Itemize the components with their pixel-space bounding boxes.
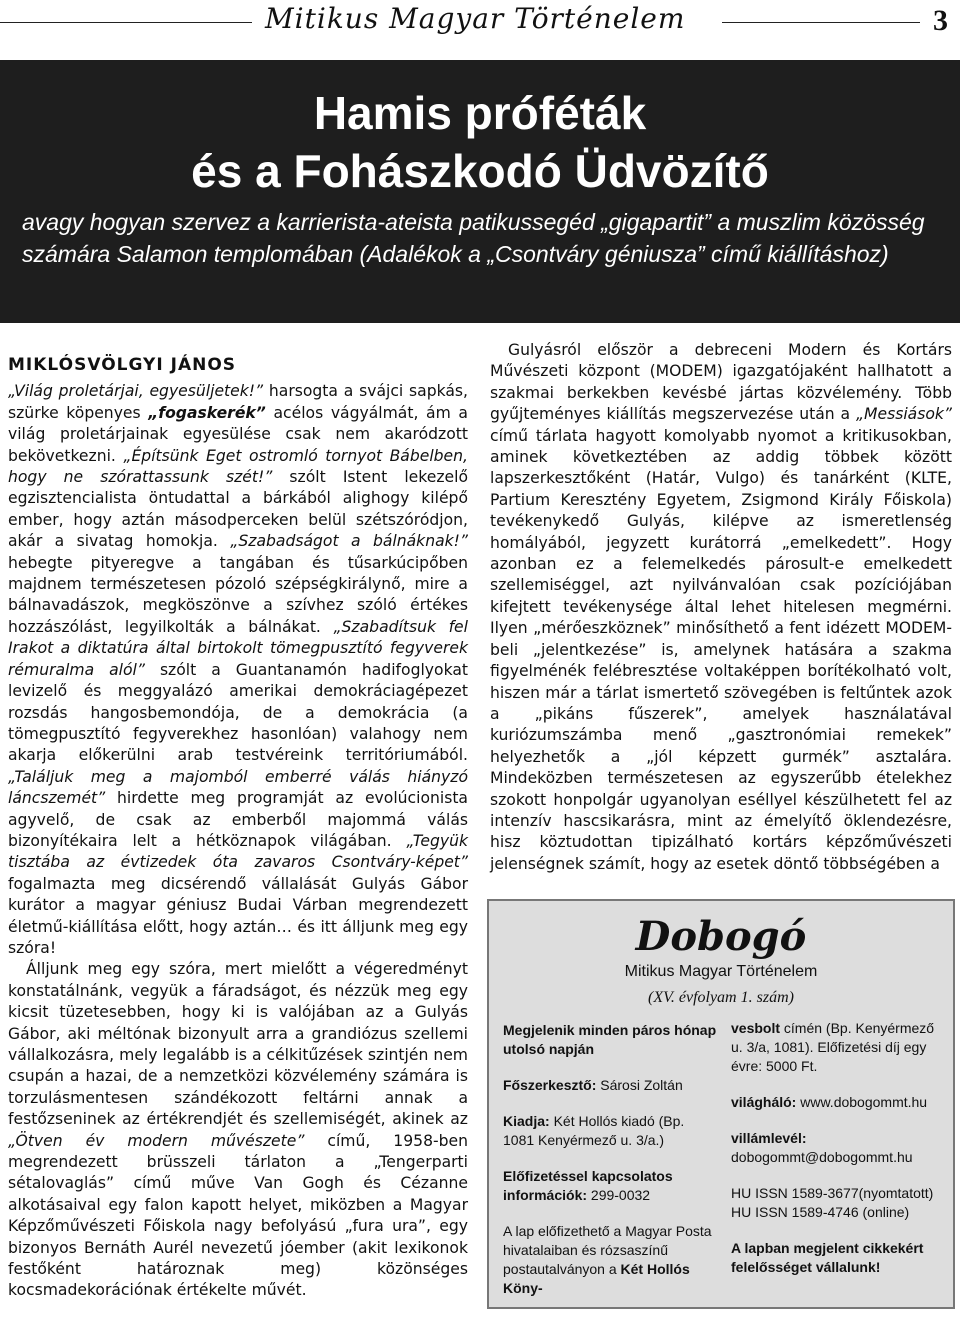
quote: „Világ proletárjai, egyesüljetek!” — [8, 382, 264, 401]
article-title — [0, 84, 960, 200]
author-name: MIKLÓSVÖLGYI JÁNOS — [8, 355, 237, 375]
page-number: 3 — [933, 4, 948, 37]
issn-online: HU ISSN 1589-4746 (online) — [731, 1204, 910, 1220]
header-rule-right — [722, 22, 920, 23]
post-line — [503, 1222, 717, 1298]
publisher-value: Két Hollós kiadó (Bp. 1081 Kenyérmező u. 3/a.) — [503, 1113, 685, 1148]
subscription-value: 299-0032 — [587, 1187, 651, 1203]
text: hirdette meg programját az evolúcionista agyvelő, de csak az emberből majommá válás bizonyítékaira lelt a hétköznapok világában. — [8, 789, 468, 850]
text: Gulyásról először a debreceni Modern és Kortárs Művészeti központ (MODEM) igazgatójaként hallhatott a szakmai berkekben kevésbé jártas közvélemény. Több gyűjteményes kiállítás megszervezése után a — [490, 341, 952, 424]
text: című tárlata hagyott komolyabb nyomot a kritikusokban, aminek következtében az addig többek között lapszerkesztőként (Határ, Vulgo) és tanárként (KLTE, Partium Keresztény Egyetem, Zsigmond Király Főiskola) tevékenykedő Gulyás, kilépve az ismeretlenség homályából, jegyzett kurátorrá „emelkedett”. Hogy azonban ez a felemelkedés párosult-e emelkedett szellemiséggel, azt nyilvánvalóan csak pozíciójában kifejtett tevékenysége által lehet hitelesen megmérni. Ilyen „mérőeszköznek” minősíthető a fent idézett MODEM-beli „jelentkezése” is, amelynek hatására a szakma figyelménék felébresztése voltaképpen borítékolható volt, hiszen már a tárlat ismertető szövegében is feltűntek azok a „pikáns fűszerek”, amelyek használatával kuriózumszámba menő „gasztronómiai remekek” helyezhetők a „jól képzett gurmék” asztalára. Mindeközben természetesen az egyszerűbb ételekhez szokott honpolgár ugyanolyan eséllyel készülhetett fel az intenzív hascsikarásra, mint az émelyítő öklendezésre, hisz köztudottan tipizálható kortárs képzőművészeti jelenségnek számít, hogy az esetek döntő többségében a — [490, 426, 952, 873]
emphasis: „fogaskerék” — [148, 403, 266, 422]
email-line — [731, 1129, 943, 1167]
journal-title: Mitikus Magyar Történelem — [265, 2, 686, 35]
issn-line — [731, 1184, 943, 1222]
web-link[interactable]: www.dobogommt.hu — [796, 1094, 928, 1110]
article-title-line2: és a Fohászkodó Üdvözítő — [191, 145, 769, 197]
paragraph-1 — [8, 381, 468, 959]
post-text: A lap előfizethető a Magyar Posta hivatalaiban és rózsaszínű postautalványon a — [503, 1223, 712, 1277]
quote: „Építsünk Eget ostromló tornyot Bábelben, hogy ne szórattassunk szét!” — [8, 446, 468, 487]
text: harsogta a svájci sapkás, szürke köpenyes — [8, 382, 468, 422]
publication-schedule: Megjelenik minden páros hónap utolsó napján — [503, 1022, 717, 1057]
colophon-right — [731, 1019, 943, 1294]
disclaimer: A lapban megjelent cikkekért felelősséget vállalunk! — [731, 1240, 924, 1275]
header-rule-left — [0, 22, 252, 23]
subscription-label: Előfizetéssel kapcsolatos információk: — [503, 1168, 673, 1203]
editor-value: Sárosi Zoltán — [596, 1077, 683, 1093]
quote: „Ötven év modern művészete” — [8, 1131, 305, 1150]
text: acélos vágyálmát, ám a világ proletárjainak egyesülése csak nem akaródzott bekövetkezni. — [8, 403, 468, 465]
colophon-issue: (XV. évfolyam 1. szám) — [648, 989, 794, 1006]
post-bold: Két Hollós Köny- — [503, 1261, 690, 1296]
title-banner — [0, 60, 960, 323]
web-label: világháló: — [731, 1094, 797, 1110]
quote: „Találjuk meg a majomból emberré válás hiányzó láncszemét” — [8, 767, 468, 808]
quote: „Szabadságot a bálnáknak!” — [230, 532, 468, 551]
text: című, 1958-ben megrendezett brüsszeli tárlaton a „Tengerparti sétalovaglás” című műve Van Gogh és Cézanne alkotásaival egy falon kapott helyet, miközben a Magyar Képzőművészeti Főiskola nagy befolyású „fura ura”, egy bizonyos Bernáth Aurél nevezetű jóember (akit lexikonok festőként határoznak meg) közönséges kocsmadekorációnak értékelte művét. — [8, 1131, 468, 1300]
email-link[interactable]: dobogommt@dobogommt.hu — [731, 1149, 913, 1165]
paragraph-3 — [490, 340, 952, 875]
sender-bold: vesbolt — [731, 1020, 781, 1036]
editor-line — [503, 1076, 717, 1095]
colophon-box — [487, 899, 955, 1309]
article-subtitle: avagy hogyan szervez a karrierista-ateista patikussegéd „gigapartit” a muszlim közösség számára Salamon templomában (Adalékok a „Csontváry géniusza” című kiállításhoz) — [22, 209, 925, 267]
colophon-subtitle: Mitikus Magyar Történelem — [624, 963, 818, 980]
text: hebegte pityeregve a tangában és tűsarkúcipőben majdnem természetesen pózoló szépségkirálynő, mire a bálnavadászok, megköszönve a szívhez szóló értékes hozzászólást, legyilkolták a bálnákat. — [8, 553, 468, 636]
publisher-line — [503, 1112, 717, 1150]
colophon-left — [503, 1021, 717, 1315]
quote: „Tegyük tisztába az évtizedek óta zavaros Csontváry-képet” — [8, 831, 468, 872]
sender-text: címén (Bp. Kenyérmező u. 3/a, 1081). Előfizetési díj egy évre: 5000 Ft. — [731, 1020, 935, 1074]
text: szólt Istent lekezelő egzisztencialista öntudattal a bárkából alighogy kilépő ember, hogy aztán másodperceken belül szétszóródjon, akár a sivatag homokja. — [8, 468, 468, 551]
left-column — [8, 355, 468, 1302]
text: Álljunk meg egy szóra, mert mielőtt a végeredményt konstatálnánk, vegyük a fáradságot, és nézzük meg egy kicsit tüzetesebben, hogy ki is valójában az a Gulyás Gábor, aki méltónak bizonyult arra a grandiózus szellemi vállalkozásra, mely legalább is a célkitűzések szintjén nem csupán a hazai, de a nemzetközi közvélemény számára is torzulásmentesen szándékozott feltárni annak a festőzseninek az értékrendjét és szellemiségét, akinek az — [8, 960, 468, 1129]
subscription-line — [503, 1167, 717, 1205]
running-head — [0, 0, 960, 40]
quote: „Messiások” — [855, 405, 952, 424]
right-column — [490, 340, 952, 875]
article-title-line1: Hamis próféták — [313, 87, 647, 139]
text: fogalmazta meg dicsérendő vállalását Gulyás Gábor kurátor a magyar géniusz Budai Várban megrendezett életmű-kiállítása előtt, hogy aztán… és itt álljunk meg egy szóra! — [8, 874, 468, 957]
editor-label: Főszerkesztő: — [503, 1077, 597, 1093]
email-label: villámlevél: — [731, 1130, 807, 1146]
sender-line — [731, 1019, 943, 1076]
issn-print: HU ISSN 1589-3677(nyomtatott) — [731, 1185, 934, 1201]
colophon-title: Dobogó — [635, 913, 807, 960]
text: szólt a Guantanamón hadifoglyokat levizelő és meggyalázó amerikai demokráciagépezet rozsdás hangosbemondója, de a demokrácia (a tömegpusztító fegyverekhez hasonlóan) valahogy nem akarja előkerülni arab testvéreink territóriumából. — [8, 660, 468, 765]
web-line — [731, 1093, 943, 1112]
quote: „Szabadítsuk fel Irakot a diktatúra által birtokolt tömegpusztító fegyverek rémuralma alól” — [8, 617, 468, 679]
publisher-label: Kiadja: — [503, 1113, 550, 1129]
paragraph-2 — [8, 959, 468, 1302]
